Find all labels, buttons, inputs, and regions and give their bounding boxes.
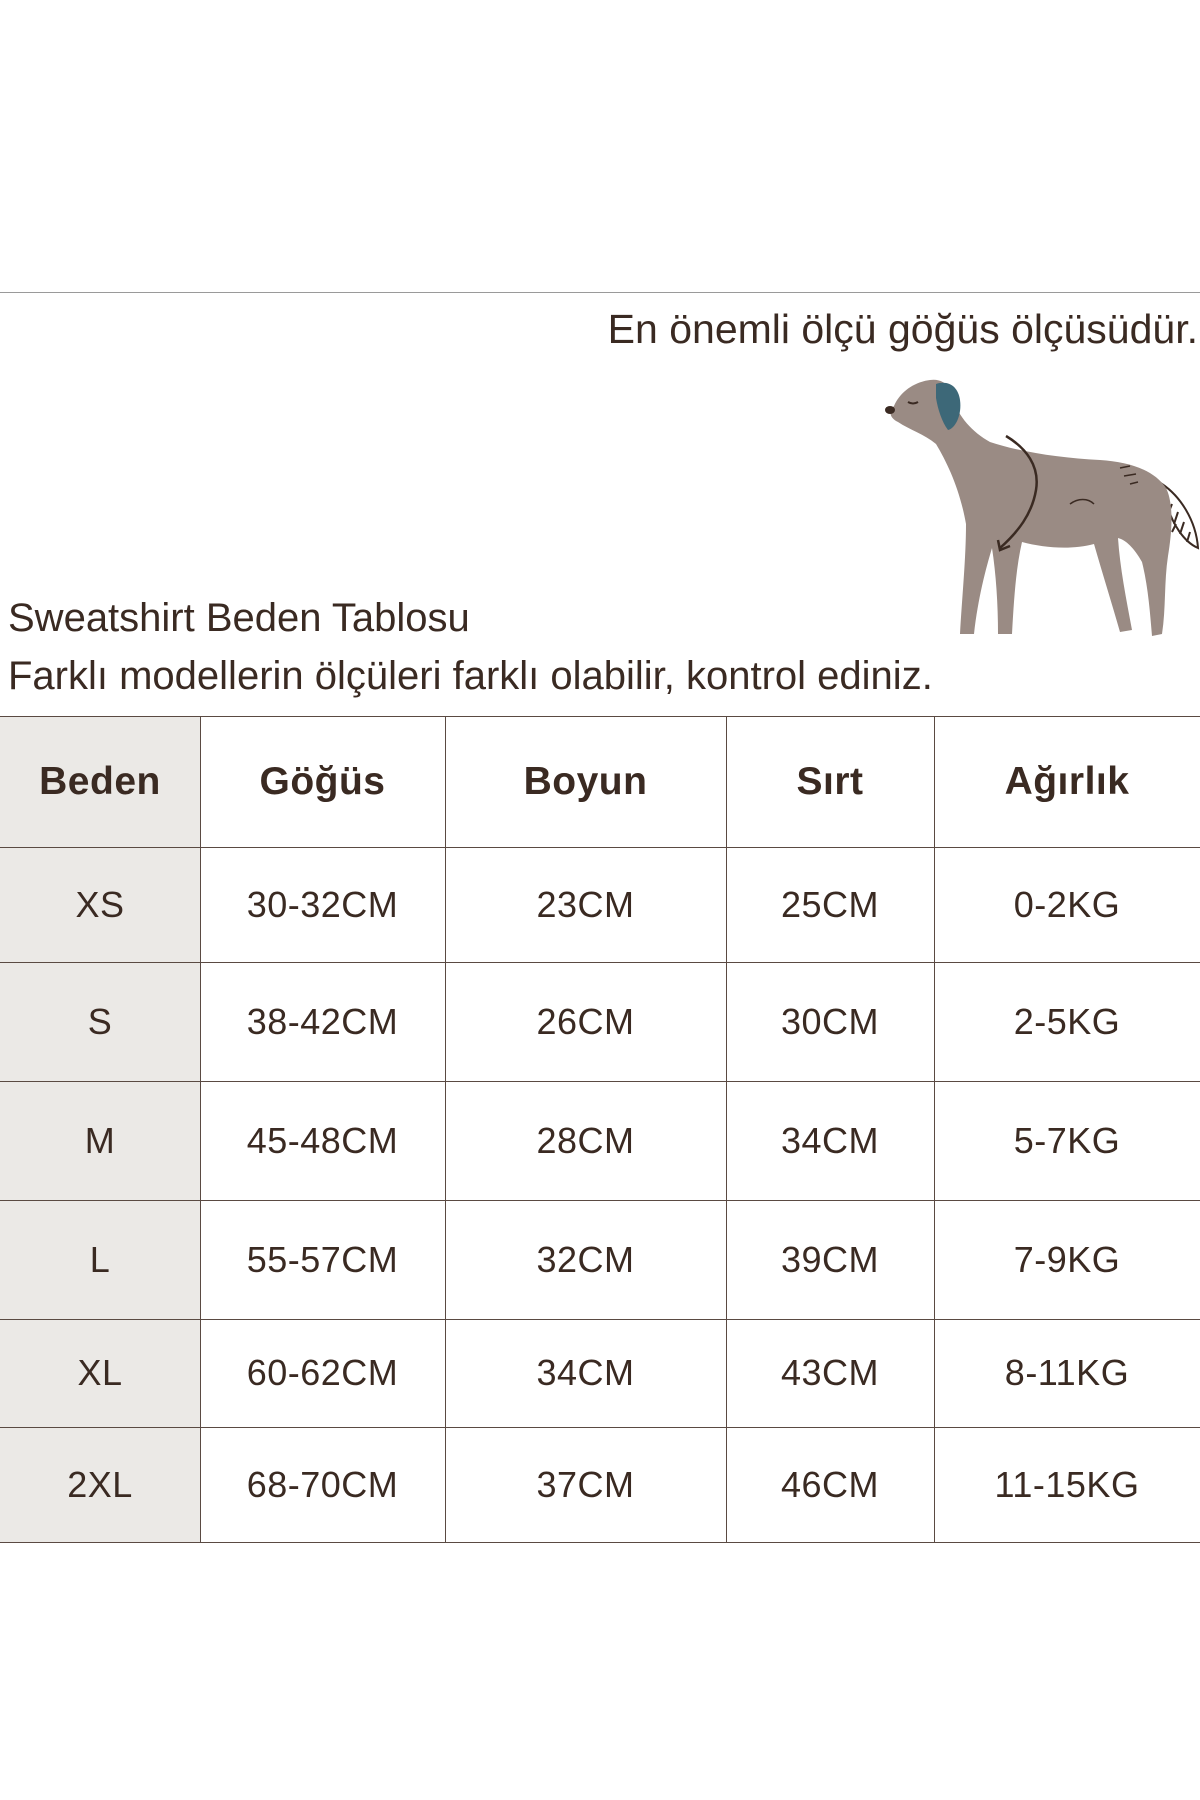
cell-agirlik: 2-5KG <box>1013 1000 1121 1042</box>
cell-sirt: 30CM <box>780 1000 880 1042</box>
cell-agirlik: 0-2KG <box>1013 883 1121 925</box>
cell-beden: 2XL <box>67 1463 133 1505</box>
cell-boyun: 28CM <box>536 1119 635 1161</box>
cell-agirlik: 5-7KG <box>1013 1119 1121 1161</box>
cell-boyun: 32CM <box>536 1238 635 1280</box>
cell-sirt: 34CM <box>780 1119 880 1161</box>
cell-gogus: 45-48CM <box>246 1119 399 1161</box>
header-sirt: Sırt <box>796 759 864 803</box>
header-boyun: Boyun <box>523 759 648 803</box>
cell-gogus: 55-57CM <box>246 1238 399 1280</box>
header-agirlik: Ağırlık <box>1004 759 1130 803</box>
cell-beden: M <box>84 1119 116 1161</box>
row-divider <box>0 1542 1200 1543</box>
table-title: Sweatshirt Beden Tablosu <box>8 596 470 640</box>
cell-beden: S <box>87 1000 113 1042</box>
headline: En önemli ölçü göğüs ölçüsüdür. <box>607 306 1198 352</box>
header-gogus: Göğüs <box>259 759 386 803</box>
cell-sirt: 43CM <box>780 1352 880 1393</box>
cell-beden: XS <box>75 883 125 925</box>
cell-boyun: 26CM <box>536 1000 635 1042</box>
cell-gogus: 38-42CM <box>246 1000 399 1042</box>
header-beden: Beden <box>39 759 161 803</box>
cell-beden: XL <box>77 1352 123 1393</box>
cell-agirlik: 8-11KG <box>1004 1352 1130 1393</box>
cell-boyun: 23CM <box>536 883 635 925</box>
cell-agirlik: 11-15KG <box>994 1463 1140 1505</box>
cell-sirt: 25CM <box>780 883 880 925</box>
cell-gogus: 60-62CM <box>246 1352 399 1393</box>
cell-sirt: 39CM <box>780 1238 880 1280</box>
cell-beden: L <box>89 1238 111 1280</box>
cell-boyun: 37CM <box>536 1463 635 1505</box>
cell-sirt: 46CM <box>780 1463 880 1505</box>
size-chart-table <box>0 716 1200 1542</box>
cell-agirlik: 7-9KG <box>1013 1238 1121 1280</box>
table-subtitle: Farklı modellerin ölçüleri farklı olabilir, kontrol ediniz. <box>8 654 933 698</box>
cell-gogus: 30-32CM <box>246 883 399 925</box>
dog-chest-measurement-icon <box>880 372 1200 644</box>
top-divider <box>0 292 1200 293</box>
cell-gogus: 68-70CM <box>246 1463 399 1505</box>
cell-boyun: 34CM <box>536 1352 635 1393</box>
